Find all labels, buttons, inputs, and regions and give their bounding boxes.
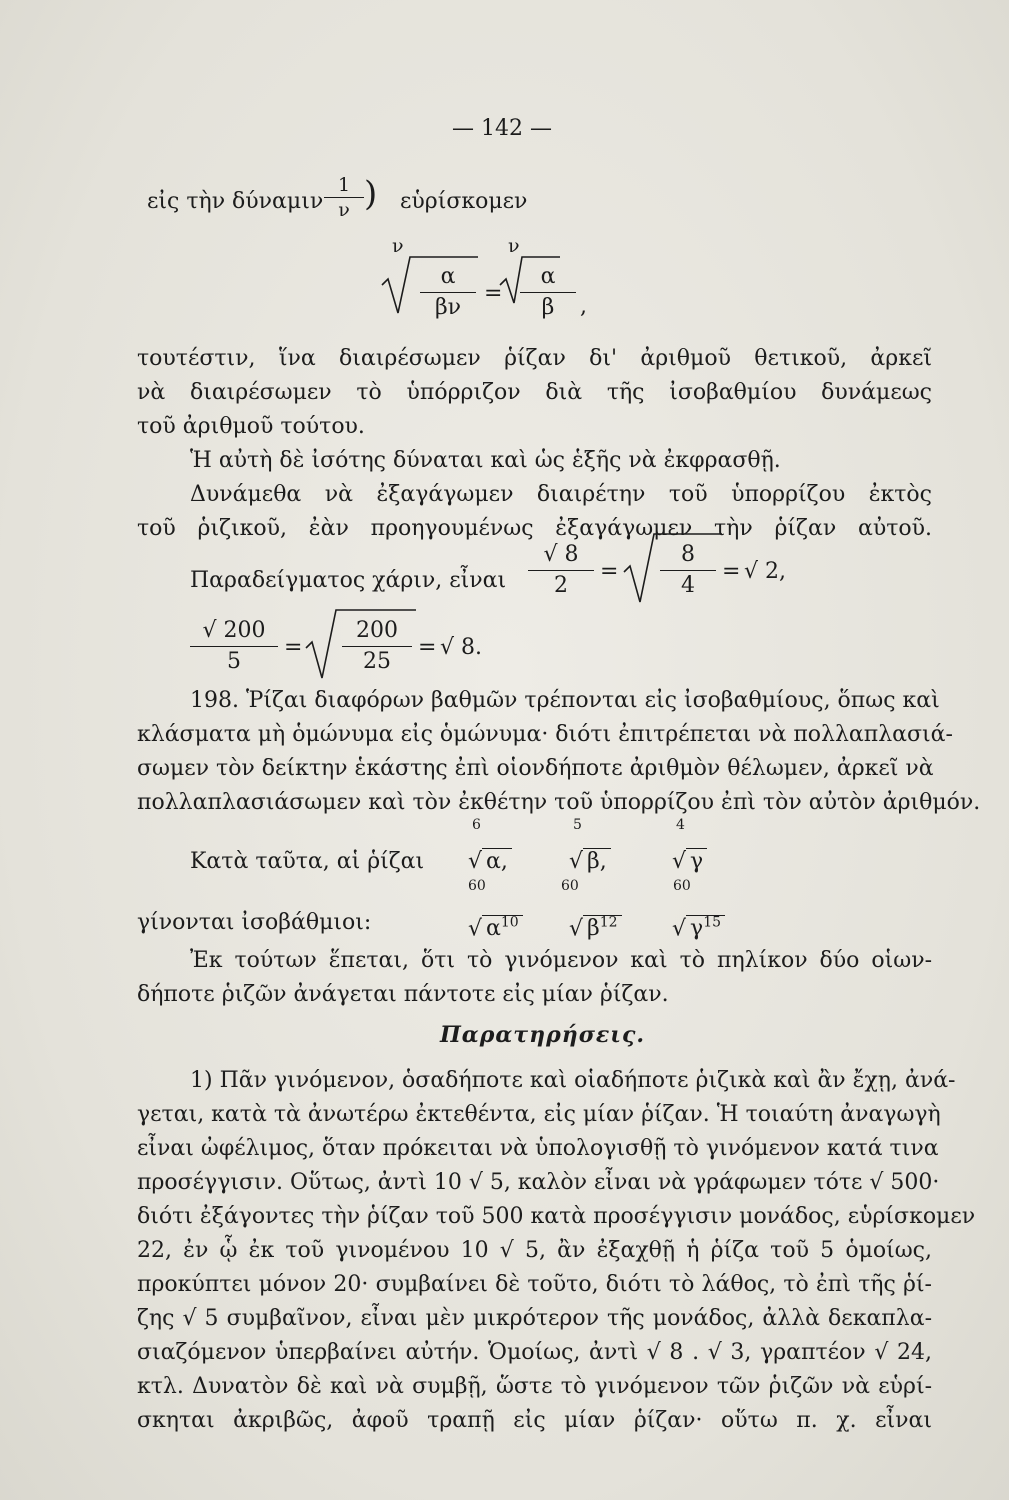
lhs-denominator: βν	[434, 295, 462, 320]
para1-line-2: νὰ διαιρέσωμεν τὸ ὑπόρριζον διὰ τῆς ἰσοβαθμίου δυνάμεως	[137, 380, 932, 405]
power-denominator: ν	[338, 199, 350, 221]
root-index-c: 4	[676, 817, 685, 833]
formula-after: εὑρίσκομεν	[400, 189, 528, 214]
root-a: √ α,	[468, 845, 512, 879]
ex1-mid-numerator: 8	[660, 540, 716, 571]
sec198-line-1: 198. Ῥίζαι διαφόρων βαθμῶν τρέπονται εἰς ἰσοβαθμίους, ὅπως καὶ	[190, 688, 940, 713]
root-index-lhs: ν	[392, 235, 404, 257]
rhs-numerator: α	[520, 262, 576, 293]
roots-row1-label: Κατὰ ταῦτα, αἱ ῥίζαι	[190, 849, 425, 874]
ex2-mid-numerator: 200	[342, 616, 412, 647]
root-index-rhs: ν	[508, 235, 520, 257]
ex1-rhs: √ 2,	[744, 559, 787, 584]
root2-a-base: α	[486, 916, 501, 942]
root2-index-b: 60	[561, 878, 579, 894]
roots-row2-label: γίνονται ἰσοβάθμιοι:	[137, 910, 372, 935]
root2-index-a: 60	[468, 878, 486, 894]
root2-b-exp: 12	[599, 915, 618, 931]
ex1-eq-1: =	[600, 559, 619, 584]
para4-line-1: Ἐκ τούτων ἕπεται, ὅτι τὸ γινόμενον καὶ τὸ πηλίκον δύο οἱων-	[190, 948, 932, 973]
ex2-lhs-denominator: 5	[227, 649, 241, 674]
root2-b: √ $\beta^{12}$	[569, 906, 622, 946]
ex2-lhs-fraction	[190, 616, 278, 677]
root-index-b: 5	[573, 817, 582, 833]
ex1-lhs-denominator: 2	[554, 573, 568, 598]
sec198-line-4: πολλαπλασιάσωμεν καὶ τὸν ἐκθέτην τοῦ ὑπορρίζου ἐπὶ τὸν αὐτὸν ἀριθμόν.	[137, 790, 981, 815]
rhs-denominator: β	[541, 295, 555, 320]
ex1-lhs-numerator: √ 8	[528, 540, 594, 571]
para3-line-1: Δυνάμεθα νὰ ἐξαγάγωμεν διαιρέτην τοῦ ὑπορρίζου ἐκτὸς	[190, 482, 932, 507]
remarks-line-11: σκηται ἀκριβῶς, ἀφοῦ τραπῇ εἰς μίαν ῥίζαν· οὕτω π. χ. εἶναι	[137, 1408, 932, 1433]
equals-sign: =	[484, 281, 503, 306]
rhs-fraction	[520, 262, 576, 323]
power-numerator: 1	[324, 173, 364, 198]
remarks-line-6: 22, ἐν ᾧ ἐκ τοῦ γινομένου 10 √ 5, ἂν ἐξαχθῇ ἡ ῥίζα τοῦ 5 ὁμοίως,	[137, 1238, 932, 1263]
remarks-line-4: προσέγγισιν. Οὕτως, ἀντὶ 10 √ 5, καλὸν εἶναι νὰ γράφωμεν τότε √ 500·	[137, 1170, 940, 1195]
lhs-fraction	[420, 262, 476, 323]
example-label: Παραδείγματος χάριν, εἶναι	[190, 568, 507, 593]
ex2-eq-2: =	[418, 635, 437, 660]
ex1-mid-denominator: 4	[681, 573, 695, 598]
root-b: √ β,	[569, 845, 611, 879]
root2-a: √ $\alpha^{10}$	[468, 906, 523, 946]
para1-line-3: τοῦ ἀριθμοῦ τούτου.	[137, 414, 365, 439]
remarks-line-9: σιαζόμενον ὑπερβαίνει αὐτήν. Ὁμοίως, ἀντὶ √ 8 . √ 3, γραπτέον √ 24,	[137, 1340, 932, 1365]
root2-c: √ $\gamma^{15}$	[672, 906, 725, 946]
remarks-line-10: κτλ. Δυνατὸν δὲ καὶ νὰ συμβῇ, ὥστε τὸ γινόμενον τῶν ῥιζῶν νὰ εὑρί-	[137, 1374, 932, 1399]
remarks-line-3: εἶναι ὠφέλιμος, ὅταν πρόκειται νὰ ὑπολογισθῇ τὸ γινόμενον κατά τινα	[137, 1136, 939, 1161]
paren-close: )	[364, 174, 378, 214]
ex2-lhs-numerator: √ 200	[190, 616, 278, 647]
root2-c-base: γ	[690, 916, 704, 942]
lhs-numerator: α	[420, 262, 476, 293]
page-number: — 142 —	[452, 116, 552, 141]
root-a-radicand: α,	[482, 848, 512, 874]
sec198-line-3: σωμεν τὸν δείκτην ἑκάστης ἐπὶ οἱονδήποτε ἀριθμὸν θέλωμεν, ἀρκεῖ νὰ	[137, 756, 934, 781]
para4-line-2: δήποτε ῥιζῶν ἀνάγεται πάντοτε εἰς μίαν ῥίζαν.	[137, 982, 669, 1007]
root-index-a: 6	[472, 817, 481, 833]
para2-line: Ἡ αὐτὴ δὲ ἰσότης δύναται καὶ ὡς ἑξῆς νὰ ἐκφρασθῇ.	[190, 448, 781, 473]
remarks-line-8: ζης √ 5 συμβαῖνον, εἶναι μὲν μικρότερον τῆς μονάδος, ἀλλὰ δεκαπλα-	[137, 1306, 932, 1331]
remarks-line-1: 1) Πᾶν γινόμενον, ὁσαδήποτε καὶ οἱαδήποτε ῥιζικὰ καὶ ἂν ἔχῃ, ἀνά-	[190, 1068, 956, 1093]
root-c: √ γ	[672, 845, 707, 879]
remarks-line-7: προκύπτει μόνον 20· συμβαίνει δὲ τοῦτο, διότι τὸ λάθος, τὸ ἐπὶ τῆς ῥί-	[137, 1272, 932, 1297]
para1-line-1: τουτέστιν, ἵνα διαιρέσωμεν ῥίζαν δι' ἀριθμοῦ θετικοῦ, ἀρκεῖ	[137, 346, 932, 371]
root-c-radicand: γ	[686, 848, 707, 874]
root2-index-c: 60	[673, 878, 691, 894]
root-b-radicand: β,	[583, 848, 611, 874]
root2-a-exp: 10	[500, 915, 519, 931]
ex1-lhs-fraction	[528, 540, 594, 601]
para3-line-2: τοῦ ῥιζικοῦ, ἐὰν προηγουμένως ἐξαγάγωμεν τὴν ῥίζαν αὐτοῦ.	[137, 516, 932, 541]
power-fraction	[324, 173, 364, 222]
remarks-heading: Παρατηρήσεις.	[440, 1022, 645, 1048]
remarks-line-5: διότι ἐξάγοντες τὴν ῥίζαν τοῦ 500 κατὰ προσέγγισιν μονάδος, εὑρίσκομεν	[137, 1204, 976, 1229]
formula-intro: εἰς τὴν δύναμιν	[147, 189, 324, 214]
ex1-mid-fraction	[660, 540, 716, 601]
formula-end: ,	[580, 294, 587, 319]
ex2-rhs: √ 8.	[440, 635, 483, 660]
remarks-line-2: γεται, κατὰ τὰ ἀνωτέρω ἐκτεθέντα, εἰς μίαν ῥίζαν. Ἡ τοιαύτη ἀναγωγὴ	[137, 1102, 941, 1127]
root2-b-base: β	[587, 916, 600, 942]
ex2-eq-1: =	[284, 635, 303, 660]
sec198-line-2: κλάσματα μὴ ὁμώνυμα εἰς ὁμώνυμα· διότι ἐπιτρέπεται νὰ πολλαπλασιά-	[137, 722, 953, 747]
ex1-eq-2: =	[722, 559, 741, 584]
ex2-mid-denominator: 25	[363, 649, 391, 674]
root2-c-exp: 15	[703, 915, 722, 931]
ex2-mid-fraction	[342, 616, 412, 677]
